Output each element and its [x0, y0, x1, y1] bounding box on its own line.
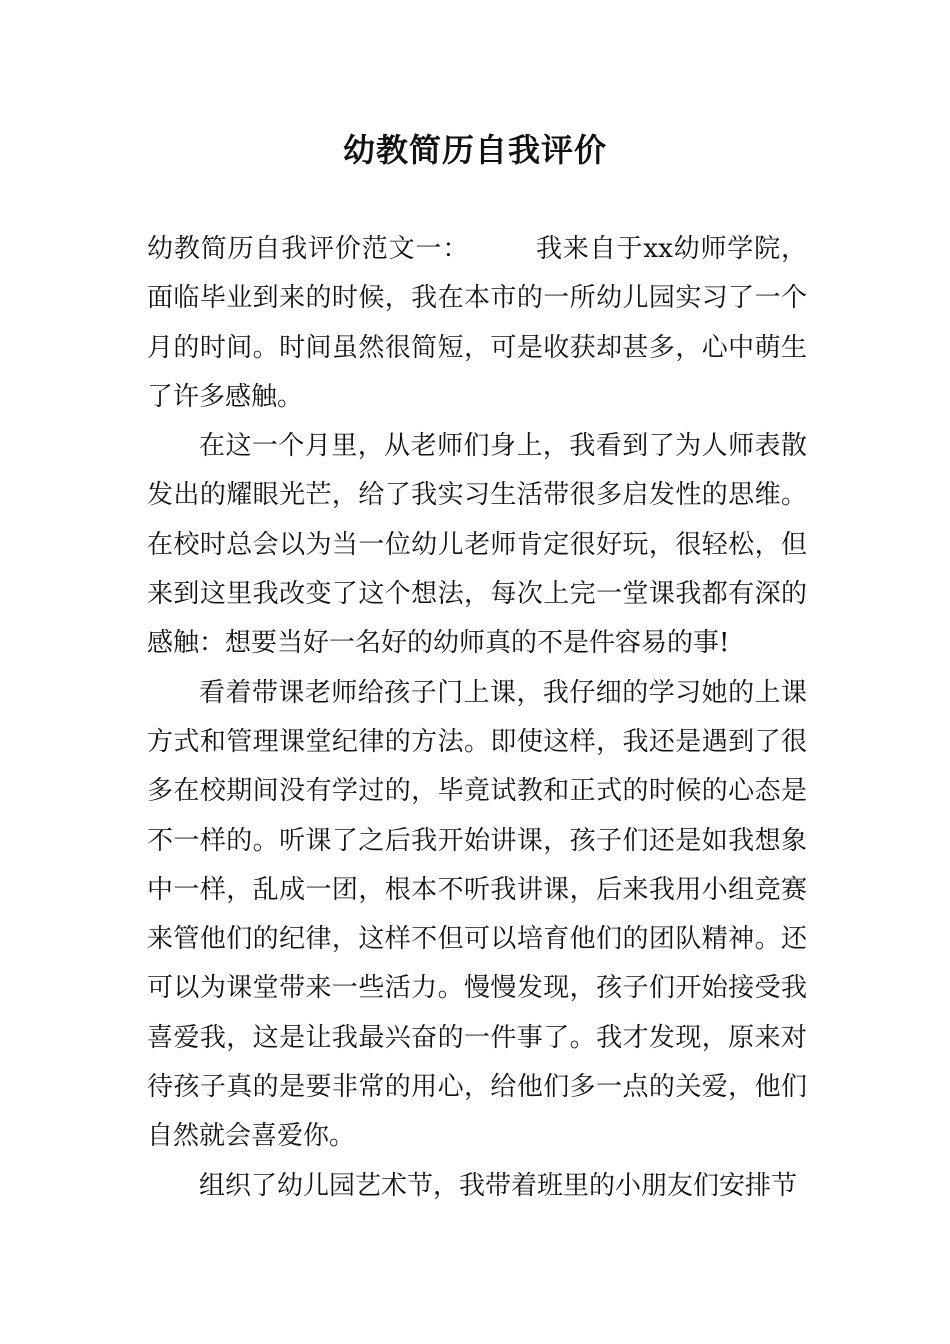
paragraph: 看着带课老师给孩子门上课，我仔细的学习她的上课方式和管理课堂纪律的方法。即使这样，我还是遇到了很多在校期间没有学过的，毕竟试教和正式的时候的心态是不一样的。听课了之后我开始讲课，孩子们还是如我想象中一样，乱成一团，根本不听我讲课，后来我用小组竞赛来管他们的纪律，这样不但可以培育他们的团队精神。还可以为课堂带来一些活力。慢慢发现，孩子们开始接受我喜爱我，这是让我最兴奋的一件事了。我才发现，原来对待孩子真的是要非常的用心，给他们多一点的关爱，他们自然就会喜爱你。	[147, 677, 807, 1152]
paragraph: 组织了幼儿园艺术节，我带着班里的小朋友们安排节	[199, 1170, 798, 1201]
paragraph-text: 我来自于xx幼师学院，面临毕业到来的时候，我在本市的一所幼儿园实习了一个月的时间。时间虽然很简短，可是收获却甚多，心中萌生了许多感触。	[147, 234, 807, 412]
lead-label: 幼教简历自我评价范文一：	[147, 234, 470, 264]
paragraph: 在这一个月里，从老师们身上，我看到了为人师表散发出的耀眼光芒，给了我实习生活带很多启发性的思维。在校时总会以为当一位幼儿老师肯定很好玩，很轻松，但来到这里我改变了这个想法，每次上完一堂课我都有深的感触：想要当好一名好的幼师真的不是件容易的事!	[147, 431, 807, 659]
document-title: 幼教简历自我评价	[342, 131, 607, 169]
paragraph-intro	[147, 225, 807, 422]
document-body	[147, 225, 807, 1211]
